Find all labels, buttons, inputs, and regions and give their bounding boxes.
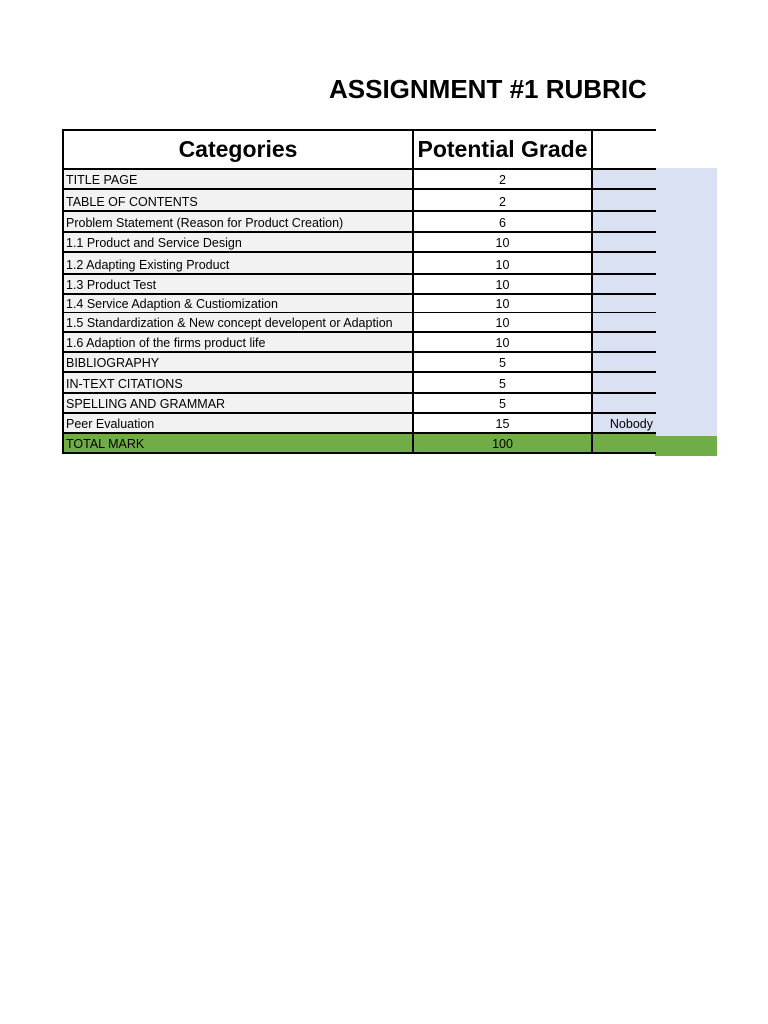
table-row	[62, 333, 656, 353]
note-cell	[593, 333, 656, 351]
total-row-fill-extension	[655, 436, 717, 456]
note-cell	[593, 275, 656, 293]
grade-cell: 10	[414, 233, 593, 251]
grade-cell: 6	[414, 212, 593, 231]
table-row	[62, 373, 656, 394]
category-cell: Peer Evaluation	[62, 414, 414, 432]
note-cell	[593, 373, 656, 392]
note-cell: Nobody	[593, 414, 656, 432]
total-note	[593, 434, 656, 452]
table-row	[62, 170, 656, 190]
grade-cell: 15	[414, 414, 593, 432]
note-cell	[593, 233, 656, 251]
table-row	[62, 394, 656, 414]
grade-cell: 5	[414, 353, 593, 371]
category-cell: 1.5 Standardization & New concept developent or Adaption	[62, 313, 414, 331]
table-row	[62, 353, 656, 373]
note-cell	[593, 170, 656, 188]
grade-cell: 2	[414, 190, 593, 210]
category-cell: 1.2 Adapting Existing Product	[62, 253, 414, 273]
grade-cell: 10	[414, 313, 593, 331]
grade-cell: 10	[414, 333, 593, 351]
header-categories: Categories	[62, 131, 414, 168]
note-cell	[593, 295, 656, 312]
table-row	[62, 190, 656, 212]
category-cell: SPELLING AND GRAMMAR	[62, 394, 414, 412]
grade-cell: 10	[414, 295, 593, 312]
note-cell	[593, 190, 656, 210]
category-cell: IN-TEXT CITATIONS	[62, 373, 414, 392]
category-cell: TABLE OF CONTENTS	[62, 190, 414, 210]
total-label: TOTAL MARK	[62, 434, 414, 452]
category-cell: 1.6 Adaption of the firms product life	[62, 333, 414, 351]
table-row	[62, 233, 656, 253]
table-row	[62, 295, 656, 313]
header-extra	[593, 131, 656, 168]
table-row	[62, 212, 656, 233]
category-cell: Problem Statement (Reason for Product Creation)	[62, 212, 414, 231]
table-row	[62, 414, 656, 434]
category-cell: 1.1 Product and Service Design	[62, 233, 414, 251]
note-cell	[593, 353, 656, 371]
grade-cell: 10	[414, 253, 593, 273]
header-potential-grade: Potential Grade	[414, 131, 593, 168]
total-grade: 100	[414, 434, 593, 452]
table-row	[62, 253, 656, 275]
category-cell: 1.4 Service Adaption & Custiomization	[62, 295, 414, 312]
page-title: ASSIGNMENT #1 RUBRIC	[329, 74, 647, 104]
grade-cell: 10	[414, 275, 593, 293]
total-row	[62, 434, 656, 454]
grade-cell: 5	[414, 373, 593, 392]
note-cell	[593, 313, 656, 331]
table-row	[62, 313, 656, 333]
table-header-row	[62, 131, 656, 170]
category-cell: TITLE PAGE	[62, 170, 414, 188]
rubric-table	[62, 129, 656, 454]
category-cell: 1.3 Product Test	[62, 275, 414, 293]
grade-cell: 2	[414, 170, 593, 188]
table-row	[62, 275, 656, 295]
category-cell: BIBLIOGRAPHY	[62, 353, 414, 371]
note-cell	[593, 212, 656, 231]
note-cell	[593, 394, 656, 412]
note-cell	[593, 253, 656, 273]
extra-column-fill	[655, 168, 717, 436]
grade-cell: 5	[414, 394, 593, 412]
